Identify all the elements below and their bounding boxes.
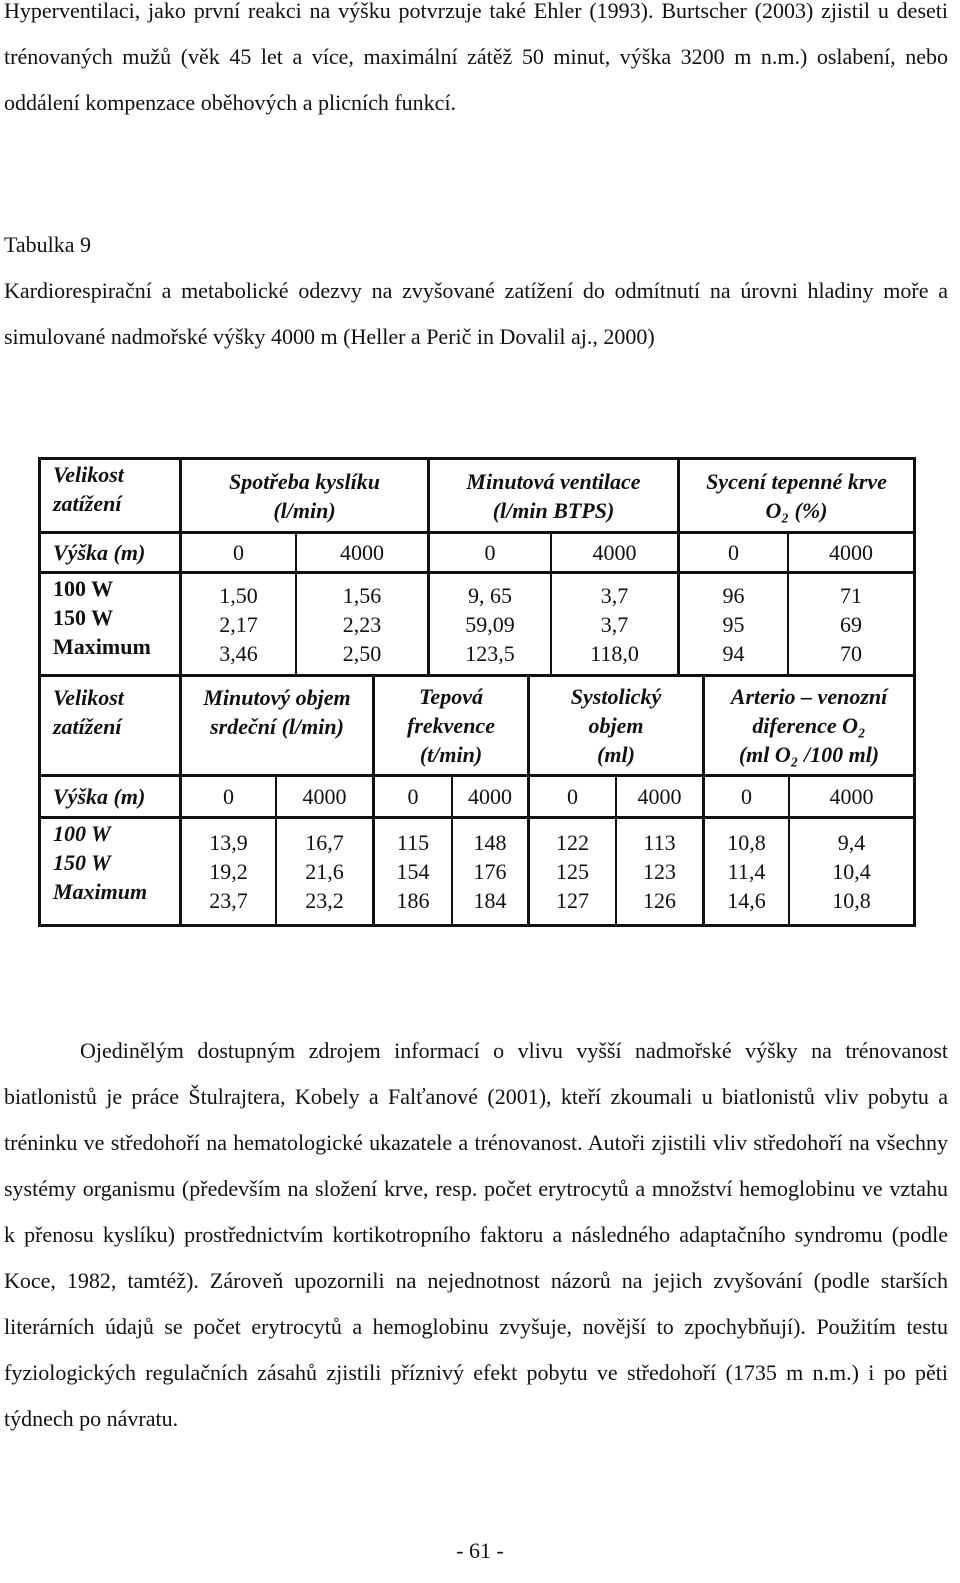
- paragraph-bottom-text: Ojedinělým dostupným zdrojem informací o vlivu vyšší nadmořské výšky na trénovanost biatlonistů je práce Štulrajtera, Kobely a Falťanové (2001), kteří zkoumali u biatlonistů vliv pobytu a tréninku ve středohoří na hematologické ukazatele a trénovanost. Autoři zjistili vliv středohoří na všechny systémy organismu (především na složení krve, resp. počet erytrocytů a množství hemoglobinu ve vztahu k přenosu kyslíku) prostřednictvím kortikotropního faktoru a následného adaptačního syndromu (podle Koce, 1982, tamtéž). Zároveň upozornili na nejednotnost názorů na jejich zvyšování (podle starších literárních údajů se počet erytrocytů a hemoglobinu zvyšuje, novější to zpochybňují). Použitím testu fyziologických regulačních zásahů zjistili příznivý efekt pobytu ve středohoří (1735 m n.m.) i po pěti týdnech po návratu.: [4, 1038, 948, 1431]
- data-column: 113 123 126: [643, 830, 676, 913]
- table-title: Tabulka 9: [4, 232, 92, 257]
- data-column: 148 176 184: [473, 830, 507, 913]
- data-table: [38, 457, 916, 927]
- row-labels-1: 100 W 150 W Maximum: [53, 576, 151, 659]
- height-label-1: Výška (m): [53, 540, 146, 565]
- data-column: 115 154 186: [396, 830, 430, 913]
- height-value: 0: [728, 540, 739, 565]
- group-header-av-difference: Arterio – venozní diference O₂ (ml O₂ /100 ml): [730, 684, 888, 767]
- group-header-oxygen-saturation: Sycení tepenné krve O₂ (%): [706, 468, 887, 523]
- group-header-cardiac-output: Minutový objem srdeční (l/min): [203, 685, 351, 739]
- height-value: 4000: [829, 784, 874, 809]
- group-header-heart-rate: Tepová frekvence (t/min): [407, 684, 495, 767]
- paragraph-top: [4, 0, 948, 126]
- paragraph-top-text: Hyperventilaci, jako první reakci na výšku potvrzuje také Ehler (1993). Burtscher (2003) zjistil u deseti trénovaných mužů (věk 45 let a více, maximální zátěž 50 minut, výška 3200 m n.m.) oslabení, nebo oddálení kompenzace oběhových a plicních funkcí.: [4, 0, 948, 115]
- height-value: 4000: [592, 540, 637, 565]
- data-column: 16,7 21,6 23,2: [305, 830, 344, 913]
- data-column: 13,9 19,2 23,7: [209, 830, 248, 913]
- group-header-oxygen-consumption: Spotřeba kyslíku (l/min): [229, 468, 380, 523]
- height-value: 0: [233, 540, 244, 565]
- height-value: 0: [407, 784, 419, 809]
- height-value: 4000: [468, 784, 512, 809]
- height-value: 0: [741, 784, 752, 809]
- data-column: 10,8 11,4 14,6: [727, 830, 766, 913]
- data-column: 9, 65 59,09 123,5: [465, 582, 515, 666]
- height-value: 4000: [637, 784, 682, 809]
- data-column: 1,50 2,17 3,46: [219, 582, 258, 666]
- height-value: 4000: [302, 784, 347, 809]
- group-header-minute-ventilation: Minutová ventilace (l/min BTPS): [466, 468, 641, 523]
- data-column: 1,56 2,23 2,50: [342, 582, 382, 666]
- corner-label-2: Velikost zatížení: [53, 685, 124, 739]
- height-value: 0: [484, 540, 496, 565]
- data-column: 9,4 10,4 10,8: [832, 830, 871, 913]
- height-value: 4000: [340, 540, 384, 565]
- height-value: 4000: [829, 540, 873, 565]
- paragraph-bottom: [4, 1028, 948, 1442]
- data-column: 122 125 127: [556, 830, 589, 913]
- data-column: 3,7 3,7 118,0: [590, 582, 639, 666]
- data-column: 71 69 70: [840, 582, 862, 666]
- height-label-2: Výška (m): [53, 784, 146, 809]
- page-number: - 61 -: [456, 1538, 504, 1563]
- data-column: 96 95 94: [722, 582, 745, 666]
- group-header-stroke-volume: Systolický objem (ml): [570, 684, 662, 767]
- row-labels-2: 100 W 150 W Maximum: [53, 821, 148, 904]
- height-value: 0: [223, 784, 234, 809]
- table-caption: Kardiorespirační a metabolické odezvy na zvyšované zatížení do odmítnutí na úrovni hladiny moře a simulované nadmořské výšky 4000 m (Heller a Perič in Dovalil aj., 2000): [4, 278, 948, 349]
- height-value: 0: [567, 784, 578, 809]
- corner-label-1: Velikost zatížení: [53, 462, 124, 516]
